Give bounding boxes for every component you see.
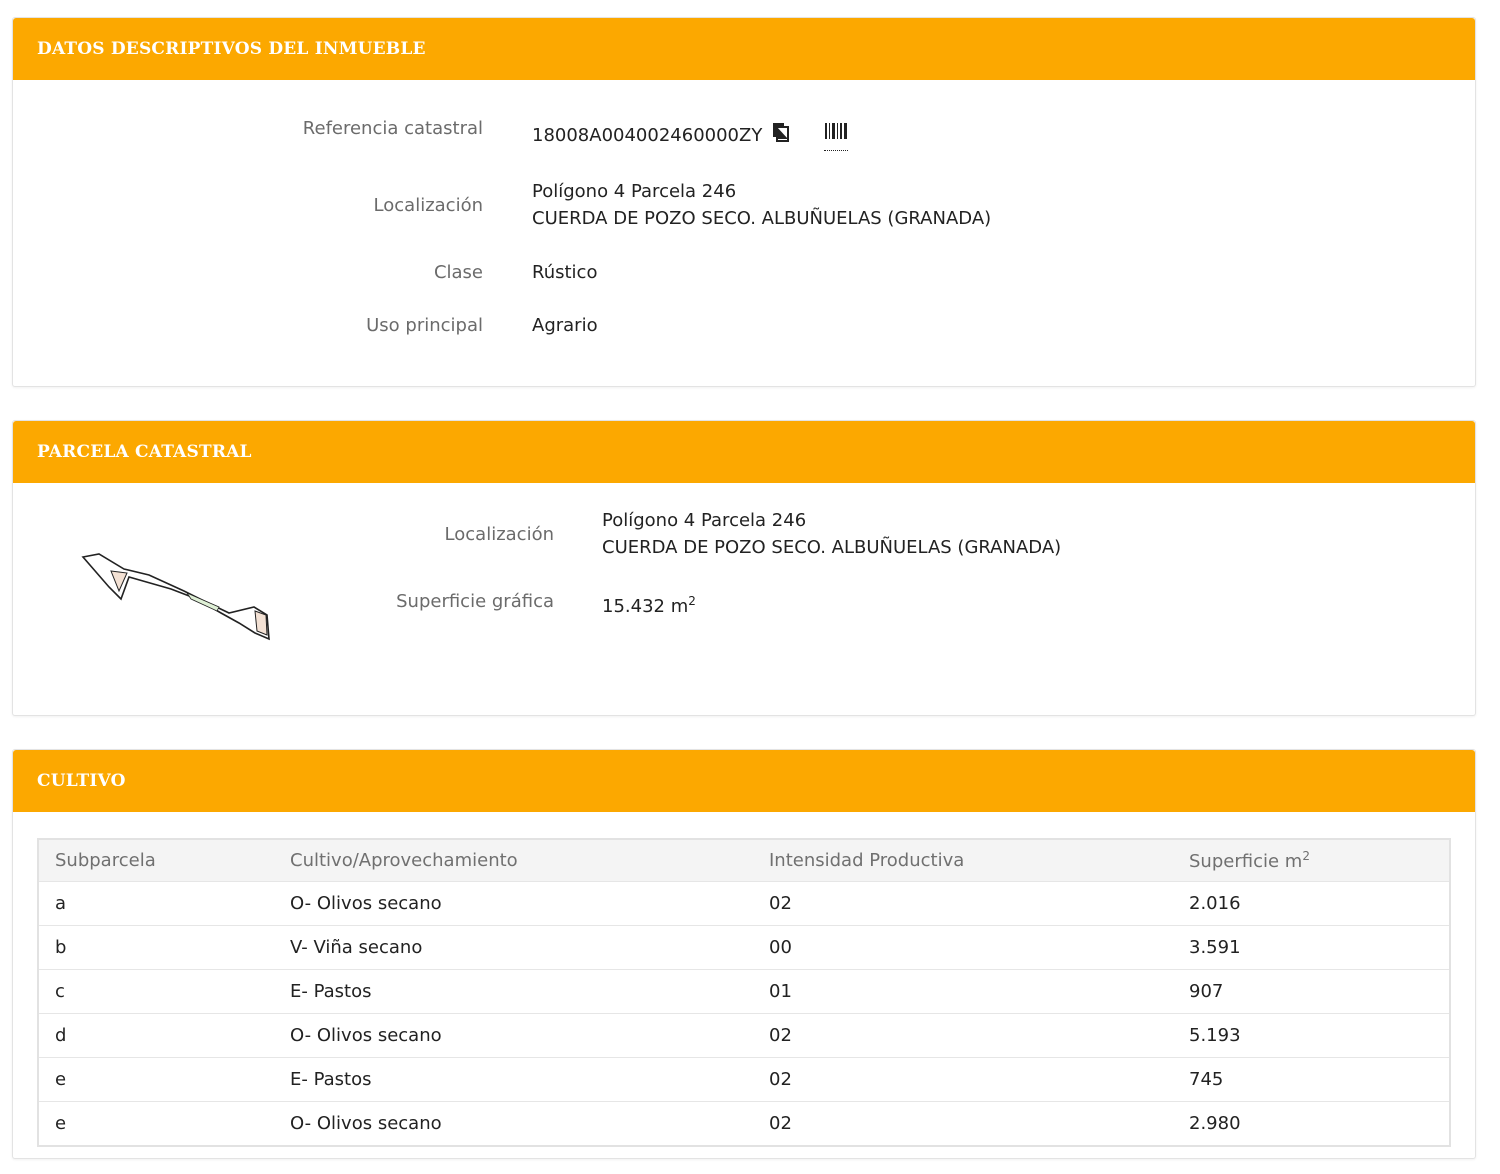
cell-intensidad: 02 (753, 1101, 1173, 1146)
cell-cultivo: O- Olivos secano (274, 1013, 753, 1057)
cell-cultivo: O- Olivos secano (274, 881, 753, 925)
table-row (38, 925, 1450, 969)
cell-superficie: 2.980 (1173, 1101, 1450, 1146)
cell-subparcela: e (38, 1057, 274, 1101)
table-row (38, 1101, 1450, 1146)
cell-cultivo: V- Viña secano (274, 925, 753, 969)
datos-descriptivos-title: DATOS DESCRIPTIVOS DEL INMUEBLE (37, 39, 426, 59)
header-intensidad: Intensidad Productiva (769, 849, 965, 871)
cell-superficie: 5.193 (1173, 1013, 1450, 1057)
cell-intensidad: 02 (753, 881, 1173, 925)
cell-superficie: 3.591 (1173, 925, 1450, 969)
referencia-value (532, 121, 848, 151)
parcela-catastral-header (13, 421, 1475, 483)
cell-intensidad: 02 (753, 1057, 1173, 1101)
cultivo-title: CULTIVO (37, 771, 126, 791)
header-subparcela: Subparcela (55, 849, 156, 871)
table-row (38, 1057, 1450, 1101)
parcela-localizacion-line2: CUERDA DE POZO SECO. ALBUÑUELAS (GRANADA) (602, 537, 1062, 558)
copy-icon[interactable] (772, 122, 790, 150)
superficie-grafica-value (602, 588, 696, 620)
header-superficie-exp: 2 (1302, 848, 1310, 863)
clase-label: Clase (433, 262, 483, 283)
table-row (38, 969, 1450, 1013)
cultivo-panel (12, 749, 1476, 1159)
datos-descriptivos-header (13, 18, 1475, 80)
localizacion-value (532, 178, 991, 232)
clase-value: Rústico (532, 262, 598, 283)
superficie-grafica-label: Superficie gráfica (396, 591, 554, 612)
barcode-icon[interactable] (824, 121, 848, 151)
cell-intensidad: 00 (753, 925, 1173, 969)
cell-subparcela: a (38, 881, 274, 925)
cell-cultivo: O- Olivos secano (274, 1101, 753, 1146)
cell-intensidad: 02 (753, 1013, 1173, 1057)
superficie-grafica-exp: 2 (688, 594, 696, 608)
cultivo-table (37, 838, 1451, 1147)
parcela-localizacion-line1: Polígono 4 Parcela 246 (602, 510, 807, 531)
cultivo-header (13, 750, 1475, 812)
cell-subparcela: b (38, 925, 274, 969)
superficie-grafica-text: 15.432 m (602, 596, 689, 617)
header-cultivo: Cultivo/Aprovechamiento (290, 849, 518, 871)
cell-cultivo: E- Pastos (274, 969, 753, 1013)
cell-subparcela: d (38, 1013, 274, 1057)
cell-superficie: 745 (1173, 1057, 1450, 1101)
cell-superficie: 907 (1173, 969, 1450, 1013)
table-row (38, 1013, 1450, 1057)
datos-descriptivos-panel (12, 17, 1476, 387)
localizacion-line2: CUERDA DE POZO SECO. ALBUÑUELAS (GRANADA) (532, 208, 992, 229)
header-superficie-text: Superficie m (1189, 850, 1303, 872)
table-header-row (38, 839, 1450, 881)
parcela-catastral-title: PARCELA CATASTRAL (37, 442, 252, 462)
parcela-localizacion-value (602, 507, 1061, 561)
localizacion-label: Localización (373, 195, 483, 216)
cell-subparcela: c (38, 969, 274, 1013)
parcel-shape-image[interactable] (79, 551, 279, 646)
localizacion-line1: Polígono 4 Parcela 246 (532, 181, 737, 202)
cell-intensidad: 01 (753, 969, 1173, 1013)
cell-subparcela: e (38, 1101, 274, 1146)
parcela-localizacion-label: Localización (444, 524, 554, 545)
header-superficie (1173, 839, 1450, 881)
cell-cultivo: E- Pastos (274, 1057, 753, 1101)
uso-value: Agrario (532, 315, 598, 336)
uso-label: Uso principal (366, 315, 483, 336)
referencia-text: 18008A004002460000ZY (532, 125, 763, 146)
table-row (38, 881, 1450, 925)
cell-superficie: 2.016 (1173, 881, 1450, 925)
referencia-label: Referencia catastral (302, 118, 483, 139)
parcela-catastral-panel (12, 420, 1476, 716)
